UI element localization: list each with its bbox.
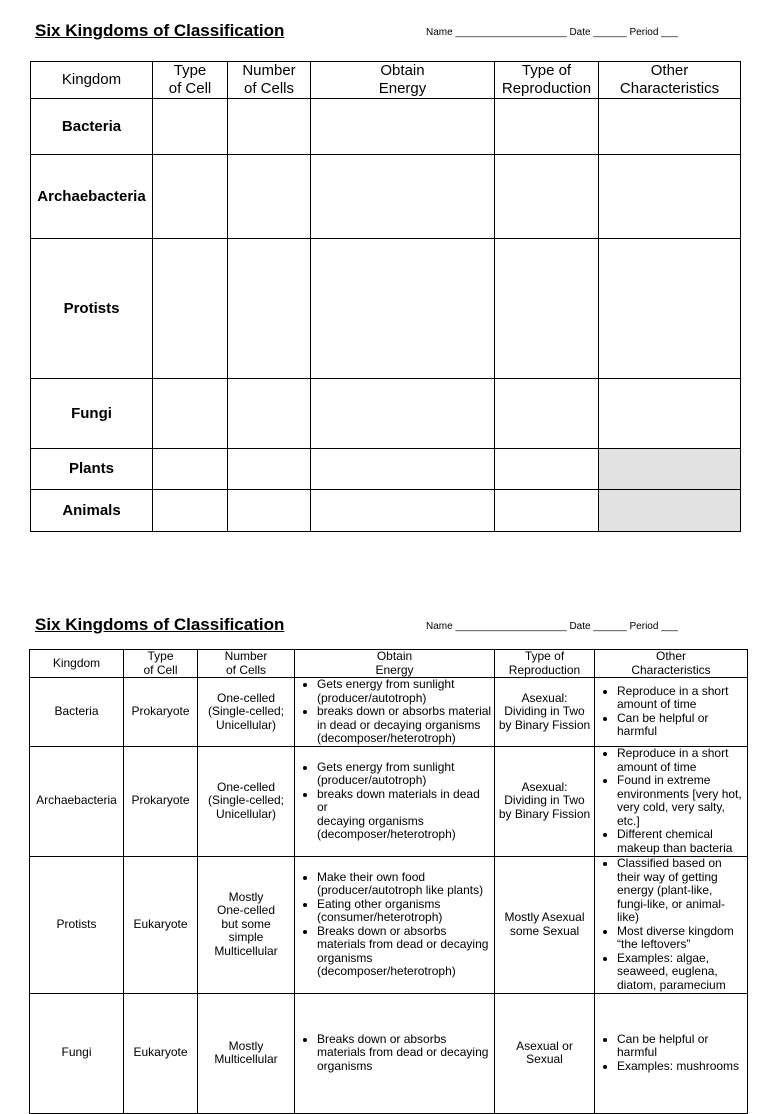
bullet-list: [599, 1033, 745, 1074]
table-row: [31, 99, 741, 155]
bullet-item: • Can be helpful or harmful: [617, 1033, 745, 1060]
energy-cell: [295, 856, 495, 993]
blank-classification-table: [30, 61, 741, 532]
kingdom-cell: Bacteria: [30, 678, 124, 747]
bullet-item: • Gets energy from sunlight (producer/autotroph): [317, 678, 492, 705]
cell-type-cell: Prokaryote: [124, 746, 198, 856]
blank-cell[interactable]: [228, 490, 311, 532]
blank-cell[interactable]: [495, 449, 599, 490]
header-cell: Obtain Energy: [295, 650, 495, 678]
blank-cell[interactable]: [311, 155, 495, 239]
blank-cell[interactable]: [599, 99, 741, 155]
bullet-list: [299, 871, 492, 979]
blank-cell[interactable]: [153, 239, 228, 379]
bullet-item: • Found in extreme environments [very hot, very cold, very salty, etc.]: [617, 774, 745, 828]
blank-cell[interactable]: [495, 155, 599, 239]
header-cell: Type of Cell: [153, 62, 228, 99]
blank-cell[interactable]: [495, 379, 599, 449]
cell-number-cell: One-celled (Single-celled; Unicellular): [198, 678, 295, 747]
bullet-item: • Breaks down or absorbs materials from dead or decaying organisms (decomposer/heterotroph): [317, 925, 492, 979]
table-row: [30, 993, 748, 1113]
bullet-item: • Reproduce in a short amount of time: [617, 685, 745, 712]
blank-cell[interactable]: [599, 239, 741, 379]
table-row: [31, 379, 741, 449]
kingdom-cell: Animals: [31, 490, 153, 532]
reproduction-cell: Mostly Asexual some Sexual: [495, 856, 595, 993]
answer-classification-table: [29, 649, 748, 1114]
bullet-list: [599, 747, 745, 855]
cell-type-cell: Prokaryote: [124, 678, 198, 747]
header-cell: Other Characteristics: [599, 62, 741, 99]
bullet-item: • Make their own food (producer/autotroph like plants): [317, 871, 492, 898]
kingdom-cell: Archaebacteria: [30, 746, 124, 856]
energy-cell: [295, 678, 495, 747]
header-row: [30, 650, 748, 678]
kingdom-cell: Bacteria: [31, 99, 153, 155]
header-cell: Kingdom: [30, 650, 124, 678]
characteristics-cell: [595, 746, 748, 856]
characteristics-cell: [595, 678, 748, 747]
blank-cell[interactable]: [153, 155, 228, 239]
name-date-period-line: Name ____________________ Date ______ Period ___: [426, 27, 678, 38]
characteristics-cell: [595, 993, 748, 1113]
bullet-item: • Can be helpful or harmful: [617, 712, 745, 739]
blank-cell[interactable]: [495, 490, 599, 532]
header-cell: Type of Cell: [124, 650, 198, 678]
bullet-item: • Breaks down or absorbs materials from dead or decaying organisms: [317, 1033, 492, 1074]
table-row: [30, 678, 748, 747]
bullet-item: • Most diverse kingdom “the leftovers”: [617, 925, 745, 952]
blank-cell[interactable]: [228, 379, 311, 449]
bullet-item: • Classified based on their way of getting energy (plant-like, fungi-like, or animal- like): [617, 857, 745, 925]
answer-key-title: Six Kingdoms of Classification: [35, 615, 285, 634]
blank-cell[interactable]: [311, 449, 495, 490]
bullet-list: [299, 1033, 492, 1074]
blank-cell[interactable]: [495, 239, 599, 379]
bullet-item: • Reproduce in a short amount of time: [617, 747, 745, 774]
blank-cell[interactable]: [311, 239, 495, 379]
kingdom-cell: Plants: [31, 449, 153, 490]
reproduction-cell: Asexual or Sexual: [495, 993, 595, 1113]
reproduction-cell: Asexual: Dividing in Two by Binary Fission: [495, 678, 595, 747]
blank-cell[interactable]: [153, 379, 228, 449]
bullet-list: [299, 761, 492, 842]
kingdom-cell: Fungi: [30, 993, 124, 1113]
bullet-list: [599, 857, 745, 992]
bullet-item: • Eating other organisms (consumer/heterotroph): [317, 898, 492, 925]
reproduction-cell: Asexual: Dividing in Two by Binary Fission: [495, 746, 595, 856]
blank-cell[interactable]: [153, 490, 228, 532]
bullet-item: • breaks down or absorbs material in dead or decaying organisms (decomposer/heterotroph): [317, 705, 492, 746]
kingdom-cell: Protists: [31, 239, 153, 379]
blank-cell[interactable]: [495, 99, 599, 155]
blank-cell[interactable]: [228, 239, 311, 379]
blank-cell[interactable]: [228, 155, 311, 239]
header-cell: Type of Reproduction: [495, 62, 599, 99]
cell-number-cell: One-celled (Single-celled; Unicellular): [198, 746, 295, 856]
bullet-item: • Gets energy from sunlight (producer/autotroph): [317, 761, 492, 788]
table-row: [30, 856, 748, 993]
bullet-item: • Examples: algae, seaweed, euglena, diatom, paramecium: [617, 952, 745, 993]
header-cell: Number of Cells: [228, 62, 311, 99]
header-cell: Number of Cells: [198, 650, 295, 678]
table-row: [31, 490, 741, 532]
header-row: [31, 62, 741, 99]
blank-cell[interactable]: [599, 379, 741, 449]
kingdom-cell: Protists: [30, 856, 124, 993]
cell-number-cell: Mostly Multicellular: [198, 993, 295, 1113]
blank-cell[interactable]: [153, 449, 228, 490]
cell-type-cell: Eukaryote: [124, 993, 198, 1113]
energy-cell: [295, 746, 495, 856]
bullet-item: • breaks down materials in dead or decaying organisms (decomposer/heterotroph): [317, 788, 492, 842]
characteristics-cell: [595, 856, 748, 993]
table-row: [31, 239, 741, 379]
name-date-period-line: Name ____________________ Date ______ Period ___: [426, 621, 678, 632]
kingdom-cell: Fungi: [31, 379, 153, 449]
blank-cell[interactable]: [153, 99, 228, 155]
header-cell: Other Characteristics: [595, 650, 748, 678]
blank-cell[interactable]: [228, 449, 311, 490]
cell-number-cell: Mostly One-celled but some simple Multicellular: [198, 856, 295, 993]
shaded-cell: [599, 490, 741, 532]
blank-cell[interactable]: [311, 379, 495, 449]
blank-cell[interactable]: [311, 490, 495, 532]
blank-cell[interactable]: [311, 99, 495, 155]
blank-cell[interactable]: [599, 155, 741, 239]
header-cell: Type of Reproduction: [495, 650, 595, 678]
table-row: [31, 155, 741, 239]
table-row: [31, 449, 741, 490]
blank-cell[interactable]: [228, 99, 311, 155]
energy-cell: [295, 993, 495, 1113]
cell-type-cell: Eukaryote: [124, 856, 198, 993]
bullet-item: • Examples: mushrooms: [617, 1060, 745, 1074]
table-row: [30, 746, 748, 856]
worksheet-title: Six Kingdoms of Classification: [35, 21, 285, 40]
shaded-cell: [599, 449, 741, 490]
bullet-list: [599, 685, 745, 739]
header-cell: Kingdom: [31, 62, 153, 99]
bullet-list: [299, 678, 492, 746]
bullet-item: • Different chemical makeup than bacteria: [617, 828, 745, 855]
header-cell: Obtain Energy: [311, 62, 495, 99]
kingdom-cell: Archaebacteria: [31, 155, 153, 239]
